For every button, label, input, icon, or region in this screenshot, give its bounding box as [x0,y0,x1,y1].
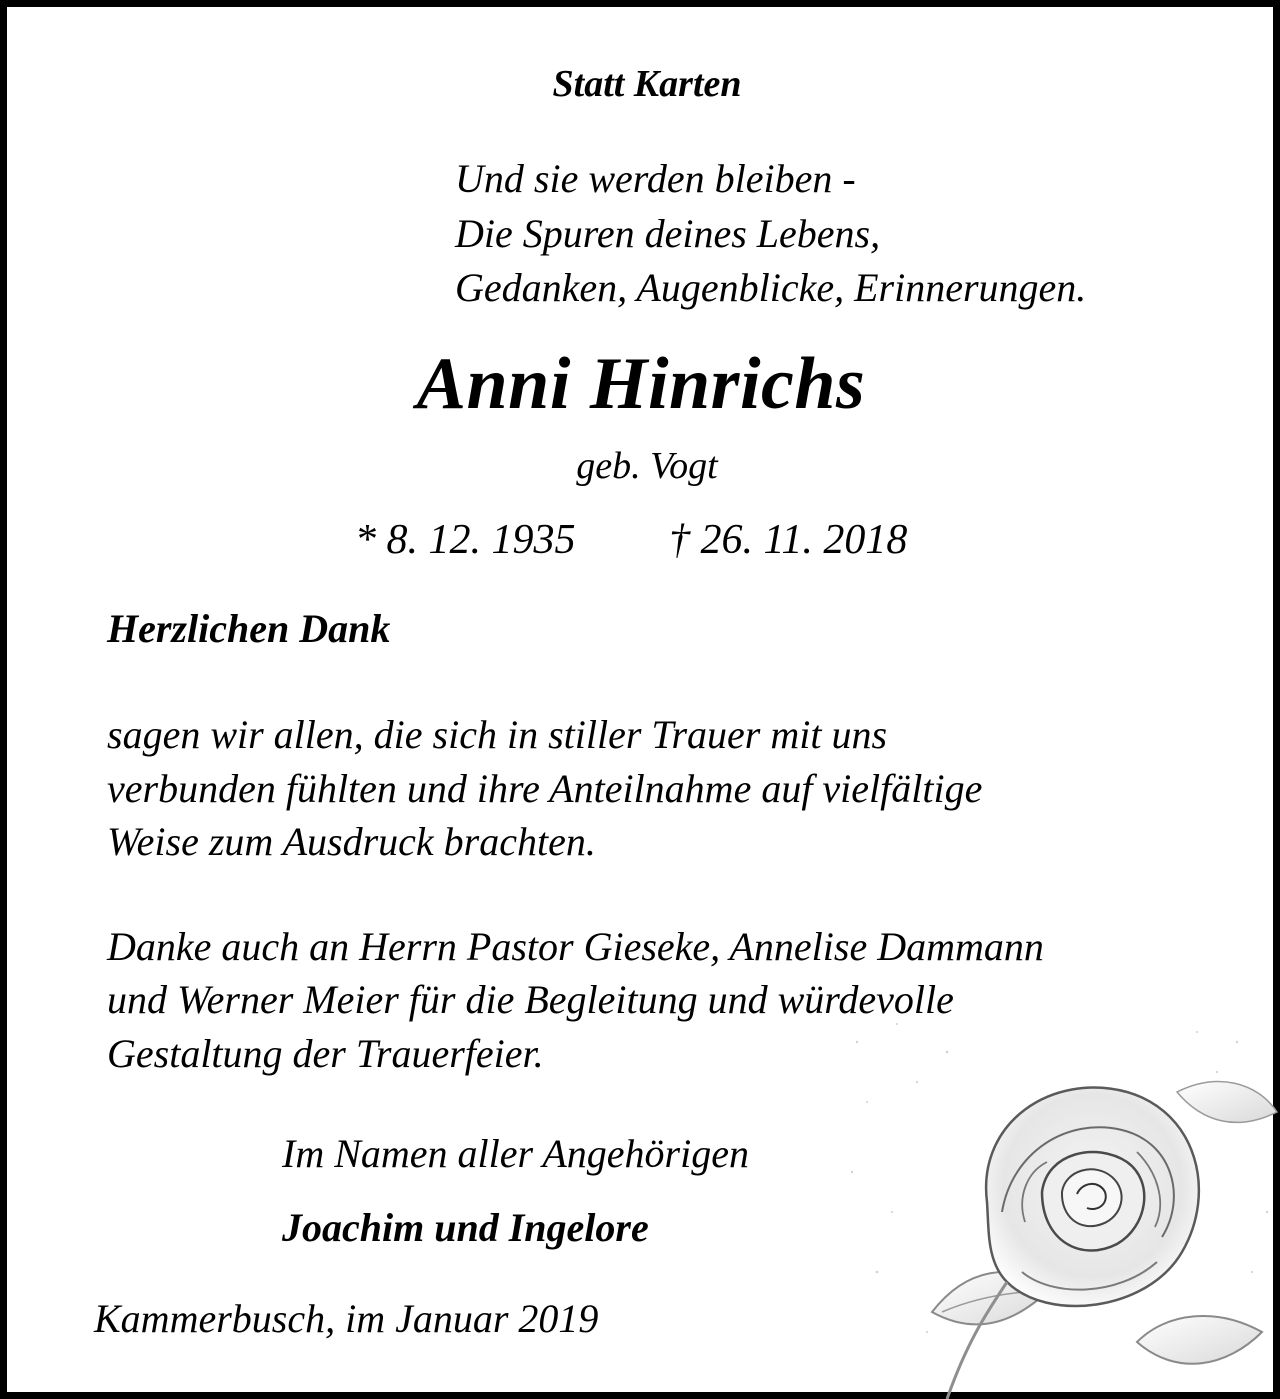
paragraph-line: Danke auch an Herrn Pastor Gieseke, Annelise Dammann [107,924,1044,969]
paragraph-line: und Werner Meier für die Begleitung und würdevolle [107,977,954,1022]
paragraph-line: Weise zum Ausdruck brachten. [107,819,596,864]
rose-illustration [837,1012,1280,1399]
birth-date: * 8. 12. 1935 [355,517,576,563]
paragraph-line: verbunden fühlten und ihre Anteilnahme auf vielfältige [107,766,983,811]
motto-line: Die Spuren deines Lebens, [455,211,881,256]
maiden-name: geb. Vogt [576,445,718,487]
thanks-heading: Herzlichen Dank [107,606,391,651]
header-statt-karten: Statt Karten [552,63,742,105]
paragraph-line: Gestaltung der Trauerfeier. [107,1031,544,1076]
paragraph-line: sagen wir allen, die sich in stiller Trauer mit uns [107,712,888,757]
deceased-name: Anni Hinrichs [416,343,866,425]
place-date: Kammerbusch, im Januar 2019 [94,1296,599,1341]
motto-line: Gedanken, Augenblicke, Erinnerungen. [455,265,1087,310]
signers: Joachim und Ingelore [282,1205,649,1250]
death-date: † 26. 11. 2018 [669,517,908,563]
on-behalf-line: Im Namen aller Angehörigen [282,1131,749,1176]
motto-line: Und sie werden bleiben - [455,156,856,201]
